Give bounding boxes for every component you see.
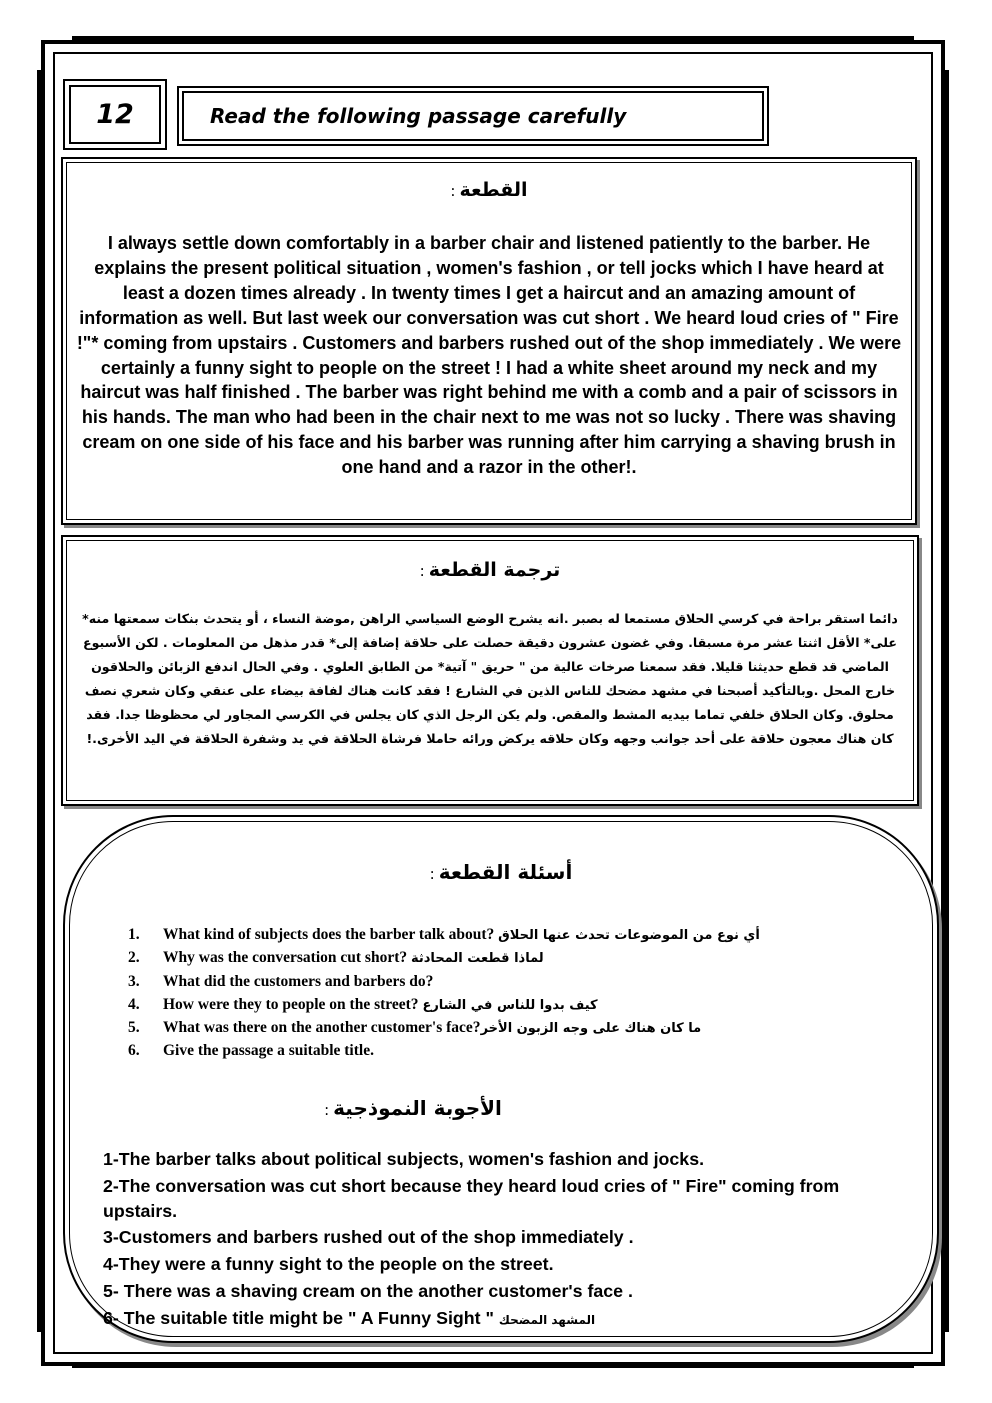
question-item: 2. Why was the conversation cut short? لماذا قطعت المحادثة — [128, 949, 544, 967]
translation-heading-colon: : — [419, 562, 425, 580]
lesson-number-box — [63, 79, 167, 150]
question-item: 4. How were they to people on the street? كيف بدوا للناس في الشارع — [128, 995, 598, 1013]
passage-panel — [61, 157, 917, 525]
border-ornament-left — [37, 70, 43, 1332]
question-item: 3. What did the customers and barbers do? — [128, 972, 434, 990]
passage-heading-colon: : — [450, 182, 456, 200]
translation-heading — [63, 559, 917, 581]
answer-item: 6- The suitable title might be " A Funny Sight " المشهد المضحك — [103, 1307, 596, 1328]
question-item: 5. What was there on the another customer's face?ما كان هناك على وجه الزبون الأخر — [128, 1019, 702, 1037]
answers-heading-text: الأجوبة النموذجية — [333, 1096, 502, 1120]
passage-heading — [63, 179, 915, 201]
passage-heading-text: القطعة — [459, 179, 528, 201]
border-ornament-top — [72, 36, 914, 42]
passage-text: I always settle down comfortably in a barber chair and listened patiently to the barber. He explains the present political situation , women's fashion , or tell jocks which I have heard at least a dozen times already . In twenty times I get a haircut and an amazing amount of information as well. But last week our conversation was cut short . We heard loud cries of " Fire !"* coming from upstairs . Customers and barbers rushed out of the shop immediately . We were certainly a funny sight to people on the street ! I had a white sheet around my neck and my haircut was half finished . The barber was right behind me with a comb and a pair of scissors in his hands. The man who had been in the chair next to me was not so lucky . There was shaving cream on one side of his face and his barber was running after him carrying a shaving brush in one hand and a razor in the other!. — [76, 233, 902, 478]
translation-panel — [61, 535, 919, 806]
answer-item: 3-Customers and barbers rushed out of the shop immediately . — [103, 1227, 634, 1248]
translation-text: دائما استقر براحة في كرسي الحلاق مستمعا له بصبر .انه يشرح الوضع السياسي الراهن ,موضة النساء ، أو يتحدث بنكات سمعتها منه* على* الأقل اثنتا عشر مرة مسبقا. وفي غضون عشرون دقيقة حصلت على حلاقة إضافة إلى* قدر مذهل من المعلومات . لكن الأسبوع الماضي قد قطع حديثنا قليلا. فقد سمعنا صرخات عالية من " حريق " آتية* من الطابق العلوي . وفي الحال اندفع الزبائن والحلاقون خارج المحل .وبالتأكيد أصبحنا في مشهد مضحك للناس الذين في الشارع ! فقد كانت هناك لفافة بيضاء على عنقي وكان شعري نصف محلوق. وكان الحلاق خلفي تماما بيديه المشط والمقص. ولم يكن الرجل الذي كان يجلس في الكرسي المجاور لي محظوظا جدا. فقد كان هناك معجون حلاقة على أحد جوانب وجهه وكان حلاقه يركض ورائه حاملا فرشاة الحلاقة في يد وشفرة الحلاقة في اليد الأخرى.! — [82, 611, 898, 746]
instruction-box — [177, 86, 769, 146]
answers-list — [103, 1147, 893, 1333]
answers-heading — [63, 1096, 763, 1120]
border-ornament-bottom — [72, 1362, 914, 1368]
answers-heading-colon: : — [324, 1101, 330, 1119]
questions-list — [128, 923, 760, 1063]
questions-heading — [63, 860, 939, 884]
question-item: 1. What kind of subjects does the barber talk about? أي نوع من الموضوعات تحدث عنها الحلاق — [128, 926, 760, 943]
translation-heading-text: ترجمة القطعة — [428, 559, 561, 581]
answer-item: 1-The barber talks about political subjects, women's fashion and jocks. — [103, 1149, 705, 1169]
questions-heading-colon: : — [429, 865, 435, 883]
instruction-title: Read the following passage carefully — [182, 91, 764, 141]
answer-item: 4-They were a funny sight to the people on the street. — [103, 1254, 554, 1275]
answer-item: 2-The conversation was cut short because they heard loud cries of " Fire" coming from upstairs. — [103, 1175, 840, 1221]
border-ornament-right — [943, 70, 949, 1332]
lesson-number: 12 — [69, 85, 161, 144]
questions-heading-text: أسئلة القطعة — [438, 860, 573, 884]
answer-item: 5- There was a shaving cream on the another customer's face . — [103, 1280, 633, 1301]
question-item: 6. Give the passage a suitable title. — [128, 1042, 374, 1060]
